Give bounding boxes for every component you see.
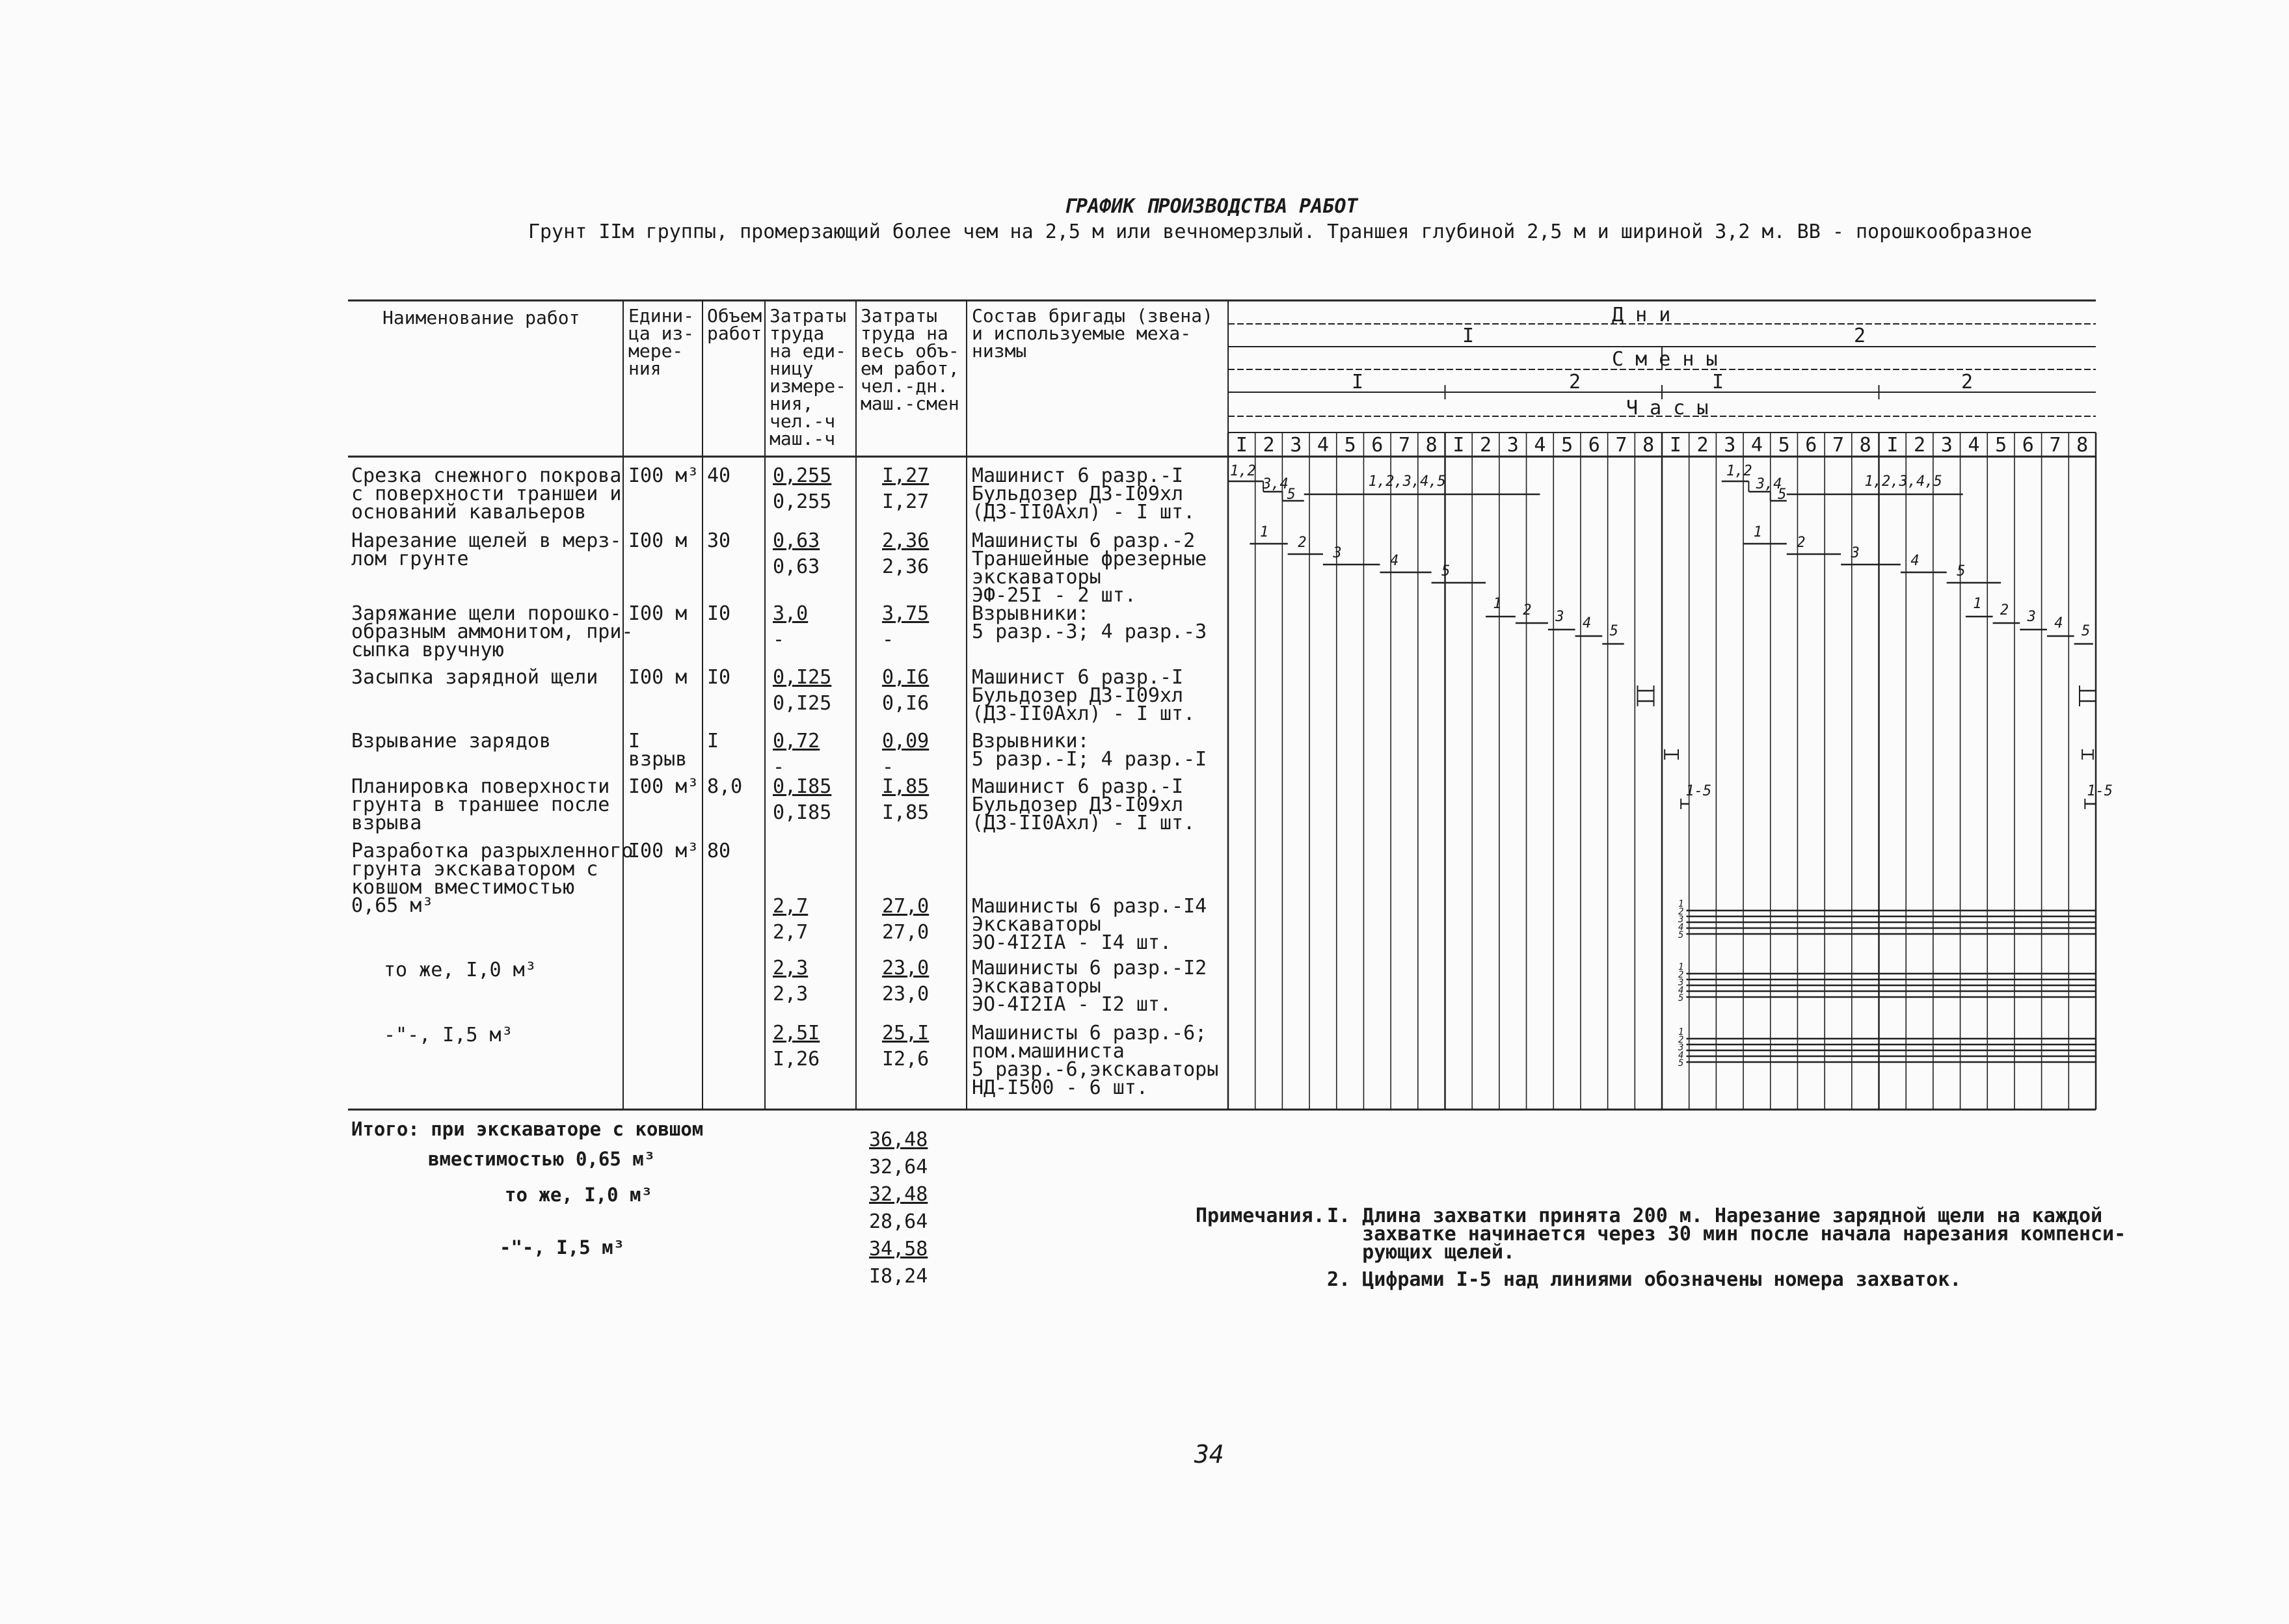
- hour-number: 3: [1506, 434, 1519, 457]
- notes-label: Примечания.: [1196, 1205, 1325, 1227]
- header-shift-4: 2: [1961, 371, 1974, 393]
- gantt-label: 3: [1333, 545, 1342, 561]
- gantt-label: 4: [1582, 615, 1592, 632]
- gantt-label: 4: [1389, 553, 1399, 569]
- crew-composition: Взрывники: 5 разр.-I; 4 разр.-I: [972, 730, 1207, 771]
- gantt-label: 4: [2054, 615, 2063, 632]
- gantt-label: 1,2: [1230, 463, 1256, 479]
- labor-unit-top: 0,I25: [773, 666, 832, 689]
- gantt-label: 5: [1609, 623, 1618, 639]
- crew-composition: Машинист 6 разр.-I Бульдозер ДЗ-I09хл (ДЗ-II0Ахл) - I шт.: [972, 666, 1196, 725]
- labor-total-top: 0,I6: [882, 666, 930, 689]
- labor-unit-bottom: 0,I25: [773, 692, 832, 715]
- total-v3: 32,48: [869, 1183, 928, 1206]
- total-v4: 28,64: [869, 1210, 928, 1233]
- gantt-label: 1: [1259, 524, 1269, 540]
- labor-total-bottom: I2,6: [882, 1048, 930, 1071]
- labor-unit-bottom: 0,I85: [773, 801, 832, 824]
- header-shift-3: I: [1712, 371, 1724, 393]
- gantt-stack-label: 1 2 3 4 5: [1678, 899, 1684, 940]
- note-1: I. Длина захватки принята 200 м. Нарезание зарядной щели на каждой захватке начинается через 30 мин после начала нарезания компенси- рующих щелей.: [1327, 1205, 2126, 1264]
- labor-unit-top: 0,255: [773, 464, 832, 487]
- hour-number: 8: [2076, 434, 2089, 457]
- gantt-label: 4: [1910, 553, 1920, 569]
- work-name: -"-, I,5 м³: [384, 1024, 513, 1046]
- hour-number: 5: [1778, 434, 1790, 457]
- hour-number: 6: [1805, 434, 1817, 457]
- header-day-2: 2: [1854, 325, 1866, 347]
- header-shifts: С м е н ы: [1612, 348, 1718, 371]
- labor-unit-bottom: 0,255: [773, 490, 832, 513]
- gantt-label: 5: [1441, 563, 1451, 579]
- hour-number: 3: [1290, 434, 1302, 457]
- gantt-label: 3: [1851, 545, 1860, 561]
- total-v1: 36,48: [869, 1128, 928, 1151]
- labor-unit-top: 0,63: [773, 529, 820, 552]
- crew-composition: Машинист 6 разр.-I Бульдозер ДЗ-I09хл (ДЗ-II0Ахл) - I шт.: [972, 464, 1196, 524]
- labor-total-top: I,27: [882, 464, 930, 487]
- gantt-label: 1-5: [2087, 783, 2113, 799]
- totals-label-4: -"-, I,5 м³: [500, 1236, 625, 1258]
- work-name: Засыпка зарядной щели: [351, 666, 598, 689]
- hour-number: I: [1669, 434, 1681, 457]
- labor-total-top: 0,09: [882, 730, 930, 752]
- work-name: Разработка разрыхленного грунта экскаватором с ковшом вместимостью 0,65 м³: [351, 840, 634, 917]
- gantt-label: 2: [1298, 535, 1307, 551]
- crew-composition: Машинисты 6 разр.-6; пом.машиниста 5 разр.-6,экскаваторы НД-I500 - 6 шт.: [972, 1022, 1219, 1099]
- work-name: Взрывание зарядов: [351, 730, 552, 752]
- header-shift-2: 2: [1569, 371, 1581, 393]
- totals-label-2: вместимостью 0,65 м³: [428, 1148, 656, 1170]
- work-unit: I00 м: [628, 602, 688, 625]
- hour-number: 3: [1940, 434, 1953, 457]
- gantt-label: 5: [1957, 563, 1966, 579]
- work-unit: I00 м: [628, 529, 688, 552]
- work-name: Планировка поверхности грунта в траншее после взрыва: [351, 775, 610, 834]
- labor-unit-bottom: 0,63: [773, 555, 820, 578]
- work-volume: I0: [707, 666, 731, 689]
- header-hours: Ч а с ы: [1626, 397, 1709, 419]
- hour-number: 5: [1561, 434, 1573, 457]
- labor-unit-top: 0,I85: [773, 775, 832, 798]
- work-volume: 40: [707, 464, 731, 487]
- labor-total-bottom: 0,I6: [882, 692, 930, 715]
- hour-number: 5: [1995, 434, 2007, 457]
- header-volume: Объем работ: [707, 305, 762, 344]
- hour-number: I: [1452, 434, 1465, 457]
- work-name: то же, I,0 м³: [384, 959, 537, 981]
- gantt-label: 5: [1287, 486, 1296, 503]
- crew-composition: Машинисты 6 разр.-I2 Экскаваторы ЭО-4I2IА - I2 шт.: [972, 957, 1207, 1016]
- totals-label-1: Итого: при экскаваторе с ковшом: [351, 1118, 704, 1140]
- work-volume: I0: [707, 602, 731, 625]
- page-number: 34: [1194, 1440, 1224, 1469]
- work-volume: 8,0: [707, 775, 743, 798]
- work-volume: I: [707, 730, 719, 752]
- labor-total-bottom: I,27: [882, 490, 930, 513]
- hour-number: 7: [1398, 434, 1410, 457]
- total-v2: 32,64: [869, 1156, 928, 1178]
- labor-total-top: 2,36: [882, 529, 930, 552]
- hour-number: 7: [1615, 434, 1627, 457]
- gantt-label: 2: [1797, 535, 1806, 551]
- work-unit: I00 м³: [628, 464, 699, 487]
- total-v6: I8,24: [869, 1265, 928, 1288]
- gantt-label: 1: [1753, 524, 1762, 540]
- hour-number: I: [1886, 434, 1899, 457]
- hour-number: 2: [1263, 434, 1275, 457]
- labor-unit-bottom: 2,7: [773, 921, 809, 944]
- hour-number: 6: [1371, 434, 1384, 457]
- gantt-label: 3: [2027, 609, 2036, 625]
- hour-number: 6: [2022, 434, 2034, 457]
- gantt-label: 5: [2081, 623, 2091, 639]
- gantt-label: 5: [1778, 486, 1787, 503]
- total-v5: 34,58: [869, 1238, 928, 1260]
- hour-number: 2: [1480, 434, 1492, 457]
- work-unit: I00 м³: [628, 775, 699, 798]
- gantt-label: 3,4: [1263, 476, 1289, 492]
- crew-composition: Взрывники: 5 разр.-3; 4 разр.-3: [972, 602, 1207, 643]
- work-unit: I00 м: [628, 666, 688, 689]
- crew-composition: Машинисты 6 разр.-I4 Экскаваторы ЭО-4I2IА - I4 шт.: [972, 895, 1207, 954]
- gantt-label: 3,4: [1756, 476, 1782, 492]
- labor-unit-bottom: I,26: [773, 1048, 820, 1071]
- gantt-label: 1,2,3,4,5: [1368, 473, 1446, 490]
- labor-unit-top: 0,72: [773, 730, 820, 752]
- gantt-label: 2: [1523, 602, 1532, 619]
- header-crew: Состав бригады (звена) и используемые меха- низмы: [972, 305, 1213, 362]
- labor-total-top: 3,75: [882, 602, 930, 625]
- gantt-label: 1,2: [1726, 463, 1752, 479]
- labor-unit-bottom: -: [773, 628, 785, 651]
- labor-total-bottom: -: [882, 756, 894, 779]
- work-name: Нарезание щелей в мерз- лом грунте: [351, 529, 622, 570]
- labor-unit-bottom: 2,3: [773, 983, 809, 1005]
- gantt-label: 1: [1493, 596, 1502, 612]
- gantt-label: 1-5: [1685, 783, 1712, 799]
- hour-number: 5: [1344, 434, 1356, 457]
- gantt-stack-label: 1 2 3 4 5: [1678, 962, 1684, 1004]
- labor-total-top: 27,0: [882, 895, 930, 918]
- header-day-1: I: [1462, 325, 1475, 347]
- hour-number: 2: [1914, 434, 1926, 457]
- hour-number: 3: [1724, 434, 1736, 457]
- labor-unit-top: 3,0: [773, 602, 809, 625]
- hour-number: 4: [1534, 434, 1546, 457]
- hour-number: 7: [2049, 434, 2061, 457]
- header-days: Д н и: [1612, 304, 1671, 326]
- hour-number: 4: [1750, 434, 1763, 457]
- crew-composition: Машинист 6 разр.-I Бульдозер ДЗ-I09хл (ДЗ-II0Ахл) - I шт.: [972, 775, 1196, 834]
- header-labor-total: Затраты труда на весь объ- ем работ, чел.-дн. маш.-смен: [861, 305, 959, 414]
- labor-total-bottom: 27,0: [882, 921, 930, 944]
- header-shift-1: I: [1352, 371, 1364, 393]
- gantt-label: 2: [2000, 602, 2009, 619]
- labor-unit-top: 2,3: [773, 957, 809, 979]
- labor-total-top: 25,I: [882, 1022, 930, 1045]
- page-subtitle: Грунт IIм группы, промерзающий более чем на 2,5 м или вечномерзлый. Траншея глубиной 2,5 м и шириной 3,2 м. ВВ - порошкообразное: [528, 220, 2032, 243]
- labor-total-bottom: 2,36: [882, 555, 930, 578]
- gantt-label: 3: [1555, 609, 1564, 625]
- page-title: ГРАФИК ПРОИЗВОДСТВА РАБОТ: [1064, 195, 1358, 218]
- header-name: Наименование работ: [382, 307, 580, 328]
- work-volume: 80: [707, 840, 731, 862]
- hour-number: 6: [1588, 434, 1600, 457]
- crew-composition: Машинисты 6 разр.-2 Траншейные фрезерные экскаваторы ЭФ-25I - 2 шт.: [972, 529, 1207, 607]
- work-name: Заряжание щели порошко- образным аммонитом, при- сыпка вручную: [351, 602, 634, 661]
- hour-number: 7: [1832, 434, 1844, 457]
- gantt-label: 1,2,3,4,5: [1864, 473, 1942, 490]
- hour-number: 8: [1425, 434, 1438, 457]
- labor-total-bottom: I,85: [882, 801, 930, 824]
- totals-label-3: то же, I,0 м³: [505, 1184, 652, 1206]
- gantt-stack-label: 1 2 3 4 5: [1678, 1027, 1684, 1069]
- labor-total-bottom: 23,0: [882, 983, 930, 1005]
- labor-unit-top: 2,5I: [773, 1022, 820, 1045]
- gantt-label: 1: [1973, 596, 1982, 612]
- work-volume: 30: [707, 529, 731, 552]
- header-labor-unit: Затраты труда на еди- ницу измере- ния, чел.-ч маш.-ч: [770, 305, 847, 449]
- header-unit: Едини- ца из- мере- ния: [628, 305, 695, 379]
- work-unit: I00 м³: [628, 840, 699, 862]
- hour-number: 4: [1968, 434, 1980, 457]
- labor-unit-top: 2,7: [773, 895, 809, 918]
- labor-unit-bottom: -: [773, 756, 785, 779]
- work-unit: I взрыв: [628, 730, 688, 771]
- labor-total-bottom: -: [882, 628, 894, 651]
- note-2: 2. Цифрами I-5 над линиями обозначены номера захваток.: [1327, 1268, 1962, 1291]
- work-name: Срезка снежного покрова с поверхности траншеи и оснований кавальеров: [351, 464, 622, 524]
- hour-number: 8: [1859, 434, 1871, 457]
- hour-number: I: [1235, 434, 1248, 457]
- hour-number: 8: [1642, 434, 1655, 457]
- labor-total-top: 23,0: [882, 957, 930, 979]
- hour-number: 2: [1696, 434, 1709, 457]
- labor-total-top: I,85: [882, 775, 930, 798]
- hour-number: 4: [1317, 434, 1329, 457]
